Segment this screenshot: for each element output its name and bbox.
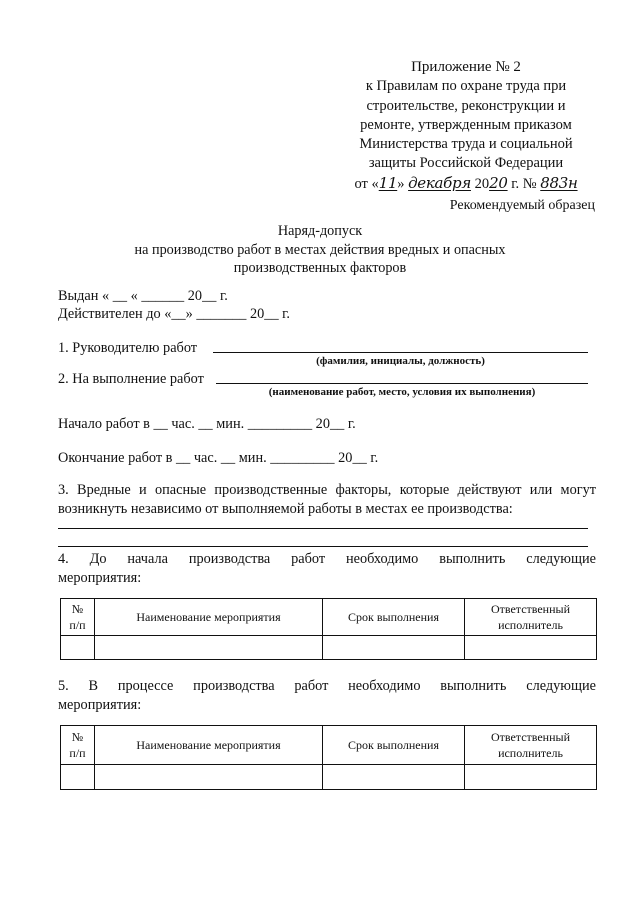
sample-label: Рекомендуемый образец bbox=[449, 198, 595, 213]
issued-line bbox=[58, 288, 228, 305]
handwritten-month: декабря bbox=[408, 173, 471, 192]
section-3-fill-line-1 bbox=[58, 528, 588, 529]
table-cell[interactable] bbox=[95, 765, 323, 790]
table-cell[interactable] bbox=[61, 636, 95, 660]
measures-table-during bbox=[60, 725, 597, 790]
header-responsible-line-1: Ответственный bbox=[490, 602, 571, 616]
document-subtitle-2: производственных факторов bbox=[233, 260, 407, 276]
section-3-line-1: 3. Вредные и опасные производственные факторы, которые действуют или могут bbox=[58, 482, 596, 498]
issued-label: Выдан bbox=[58, 288, 99, 304]
section-5-line-2: мероприятия: bbox=[58, 697, 142, 713]
table-header-row bbox=[61, 599, 597, 636]
header-number-abbrev: п/п bbox=[69, 746, 86, 760]
header-number-sign: № bbox=[71, 602, 84, 616]
table-cell[interactable] bbox=[61, 765, 95, 790]
section-3-line-2: возникнуть независимо от выполняемой работы в местах ее производства: bbox=[58, 501, 513, 517]
field-manager bbox=[58, 340, 197, 357]
number-prefix: г. № bbox=[507, 175, 541, 192]
field-work bbox=[58, 371, 204, 388]
header-number bbox=[61, 726, 95, 765]
handwritten-number: 883н bbox=[540, 173, 578, 192]
header-deadline: Срок выполнения bbox=[323, 599, 465, 636]
start-line: Начало работ в __ час. __ мин. _________ 20__ г. bbox=[58, 416, 356, 432]
table-header-row bbox=[61, 726, 597, 765]
appendix-line-5: защиты Российской Федерации bbox=[368, 155, 564, 172]
header-name: Наименование мероприятия bbox=[95, 599, 323, 636]
table-row bbox=[61, 636, 597, 660]
section-5 bbox=[58, 677, 596, 715]
date-prefix: от « bbox=[354, 175, 379, 192]
appendix-title: Приложение № 2 bbox=[411, 59, 521, 75]
field-manager-caption: (фамилия, инициалы, должность) bbox=[316, 355, 485, 367]
handwritten-year: 20 bbox=[489, 173, 508, 192]
date-mid: » bbox=[397, 175, 409, 192]
issued-date-field: « __ « ______ 20__ г. bbox=[102, 288, 228, 304]
year-prefix: 20 bbox=[470, 175, 490, 192]
table-cell[interactable] bbox=[323, 765, 465, 790]
appendix-line-3: ремонте, утвержденным приказом bbox=[360, 116, 572, 133]
section-4-line-2: мероприятия: bbox=[58, 570, 142, 586]
appendix-block bbox=[330, 58, 602, 194]
section-4-line-1: 4. До начала производства работ необходимо выполнить следующие bbox=[58, 551, 596, 567]
header-number bbox=[61, 599, 95, 636]
table-cell[interactable] bbox=[323, 636, 465, 660]
section-3 bbox=[58, 481, 596, 519]
field-work-line bbox=[216, 383, 588, 384]
field-work-label: 2. На выполнение работ bbox=[58, 371, 204, 387]
section-4 bbox=[58, 550, 596, 588]
table-cell[interactable] bbox=[465, 636, 597, 660]
field-work-caption: (наименование работ, место, условия их выполнения) bbox=[268, 386, 536, 398]
header-deadline: Срок выполнения bbox=[323, 726, 465, 765]
header-responsible-line-2: исполнитель bbox=[498, 618, 563, 632]
header-responsible-line-1: Ответственный bbox=[490, 730, 571, 744]
table-row bbox=[61, 765, 597, 790]
document-title-block bbox=[0, 222, 640, 278]
section-3-fill-line-2 bbox=[58, 546, 588, 547]
valid-line: Действителен до «__» _______ 20__ г. bbox=[58, 306, 290, 322]
header-number-sign: № bbox=[71, 730, 84, 744]
appendix-line-1: к Правилам по охране труда при bbox=[365, 78, 567, 95]
field-manager-line bbox=[213, 352, 588, 353]
header-responsible bbox=[465, 599, 597, 636]
table-cell[interactable] bbox=[465, 765, 597, 790]
end-line: Окончание работ в __ час. __ мин. _________ 20__ г. bbox=[58, 450, 379, 466]
document-title: Наряд-допуск bbox=[277, 223, 363, 239]
appendix-line-2: строительстве, реконструкции и bbox=[366, 97, 566, 114]
field-manager-label: 1. Руководителю работ bbox=[58, 340, 198, 356]
header-responsible-line-2: исполнитель bbox=[498, 746, 563, 760]
header-responsible bbox=[465, 726, 597, 765]
header-number-abbrev: п/п bbox=[69, 618, 86, 632]
section-5-line-1: 5. В процессе производства работ необходимо выполнить следующие bbox=[58, 678, 596, 694]
appendix-date bbox=[330, 174, 602, 194]
document-subtitle-1: на производство работ в местах действия вредных и опасных bbox=[134, 241, 506, 258]
appendix-line-4: Министерства труда и социальной bbox=[359, 136, 573, 153]
handwritten-day: 11 bbox=[378, 173, 398, 192]
header-name: Наименование мероприятия bbox=[95, 726, 323, 765]
table-cell[interactable] bbox=[95, 636, 323, 660]
measures-table-before bbox=[60, 598, 597, 660]
